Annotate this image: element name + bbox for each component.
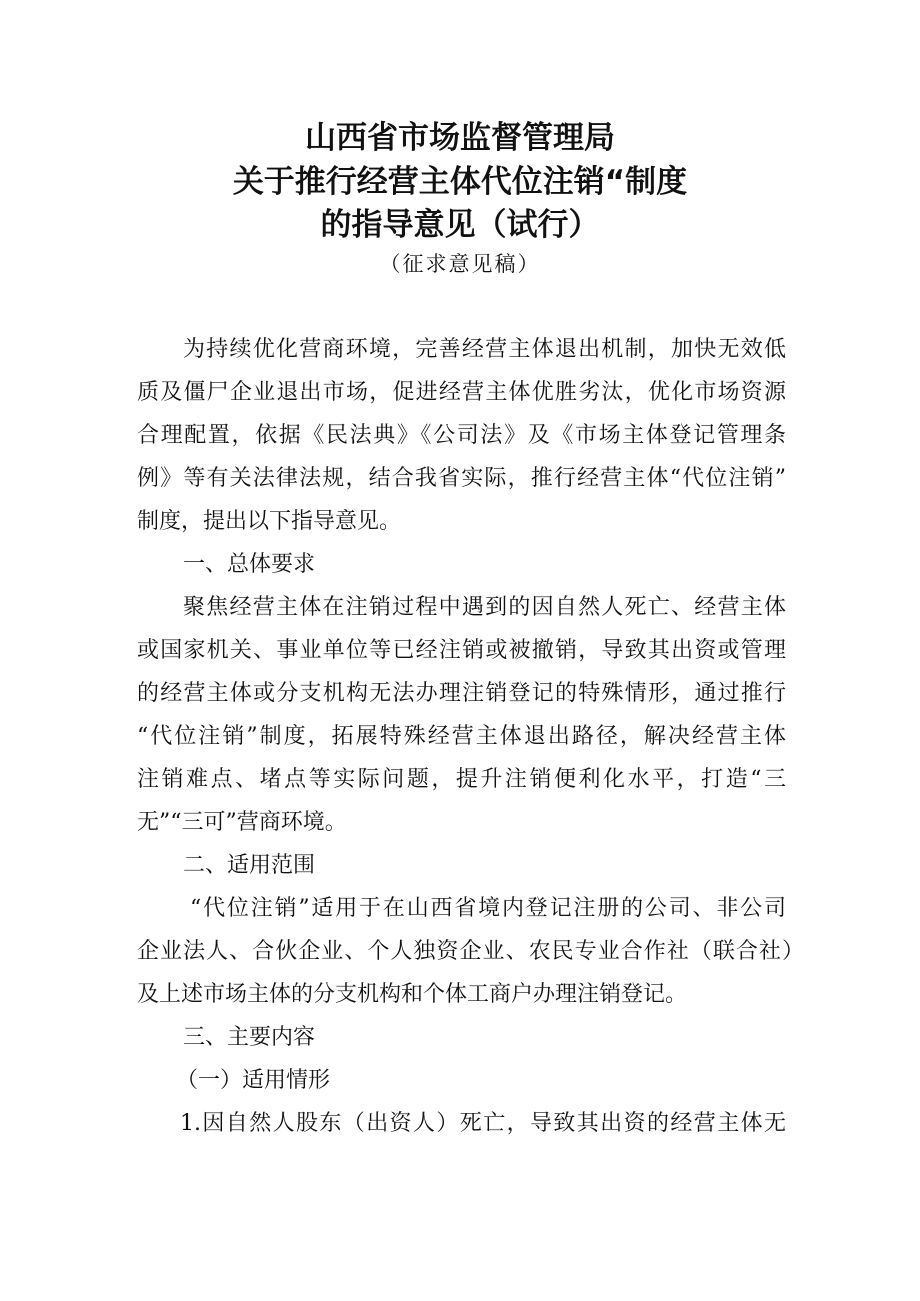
title-line-3: 的指导意见（试行） xyxy=(320,207,600,243)
paragraph-line: 聚焦经营主体在注销过程中遇到的因自然人死亡、经营主体 xyxy=(183,595,786,620)
paragraph-line: 质及僵尸企业退出市场，促进经营主体优胜劣汰，优化市场资源 xyxy=(137,380,786,405)
section-heading: 三、主要内容 xyxy=(183,1025,316,1050)
paragraph-line: 1.因自然人股东（出资人）死亡，导致其出资的经营主体无 xyxy=(180,1111,786,1136)
paragraph-line: 注销难点、堵点等实际问题，提升注销便利化水平，打造“三 xyxy=(137,767,786,792)
section-heading: 二、适用范围 xyxy=(183,853,316,878)
paragraph-line: 无”“三可”营商环境。 xyxy=(137,810,347,835)
paragraph-line: 或国家机关、事业单位等已经注销或被撤销，导致其出资或管理 xyxy=(137,638,786,663)
title-line-1: 山西省市场监督管理局 xyxy=(305,120,615,156)
paragraph-line: 的经营主体或分支机构无法办理注销登记的特殊情形，通过推行 xyxy=(137,681,786,706)
paragraph-line: 制度，提出以下指导意见。 xyxy=(137,509,402,534)
paragraph-line: 为持续优化营商环境，完善经营主体退出机制，加快无效低 xyxy=(183,337,786,362)
subsection-heading: （一）适用情形 xyxy=(176,1068,331,1093)
paragraph-line: 合理配置，依据《民法典》《公司法》及《市场主体登记管理条 xyxy=(137,423,786,448)
subtitle: （征求意见稿） xyxy=(379,252,541,276)
paragraph-line: 例》等有关法律法规，结合我省实际，推行经营主体“代位注销” xyxy=(137,466,786,491)
paragraph-line: 企业法人、合伙企业、个人独资企业、农民专业合作社（联合社） xyxy=(137,939,804,964)
paragraph-line: “代位注销”适用于在山西省境内登记注册的公司、非公司 xyxy=(190,896,786,921)
section-heading: 一、总体要求 xyxy=(183,552,316,577)
paragraph-line: “代位注销”制度，拓展特殊经营主体退出路径，解决经营主体 xyxy=(137,724,786,749)
paragraph-line: 及上述市场主体的分支机构和个体工商户办理注销登记。 xyxy=(137,982,688,1007)
title-line-2: 关于推行经营主体代位注销“制度 xyxy=(232,164,688,200)
